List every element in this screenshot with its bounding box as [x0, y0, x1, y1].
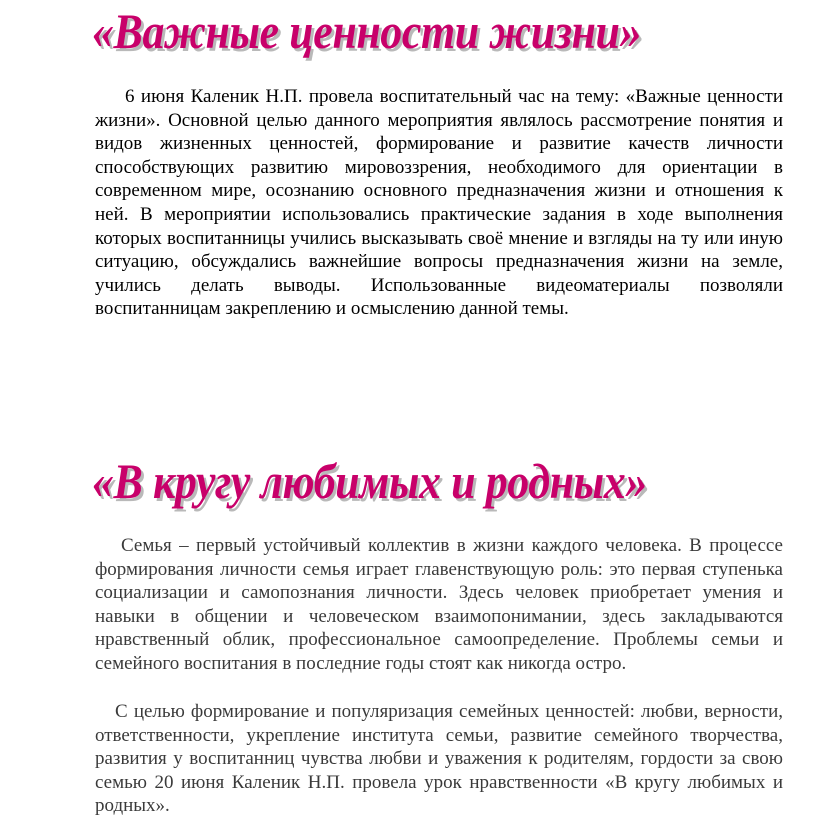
section-title-important-values: «Важные ценности жизни» — [92, 3, 642, 59]
section-paragraph-family-2: С целью формирование и популяризация семейных ценностей: любви, верности, ответственности, укрепление института семьи, развитие семейного творчества, развития у воспитанниц чувства любви и уважения к родителям, гордости за свою семью 20 июня Каленик Н.П. провела урок нравственности «В кругу любимых и родных». — [95, 701, 783, 817]
section-title-family-circle: «В кругу любимых и родных» — [92, 453, 647, 509]
section-paragraph-important-values: 6 июня Каленик Н.П. провела воспитательный час на тему: «Важные ценности жизни». Основной целью данного мероприятия являлось рассмотрение понятия и видов жизненных ценностей, формирование и развитие качеств личности способствующих развитию мировоззрения, необходимого для ориентации в современном мире, осознанию основного предназначения жизни и отношения к ней. В мероприятии использовались практические задания в ходе выполнения которых воспитанницы учились высказывать своё мнение и взгляды на ту или иную ситуацию, обсуждались важнейшие вопросы предназначения жизни на земле, учились делать выводы. Использованные видеоматериалы позволяли воспитанницам закреплению и осмыслению данной темы. — [95, 86, 783, 320]
section-paragraph-family-1: Семья – первый устойчивый коллектив в жизни каждого человека. В процессе формирования личности семья играет главенствующую роль: это первая ступенька социализации и самопознания личности. Здесь человек приобретает умения и навыки в общении и человеческом взаимопонимании, здесь закладываются нравственный облик, профессиональное самоопределение. Проблемы семьи и семейного воспитания в последние годы стоят как никогда остро. — [95, 535, 783, 674]
